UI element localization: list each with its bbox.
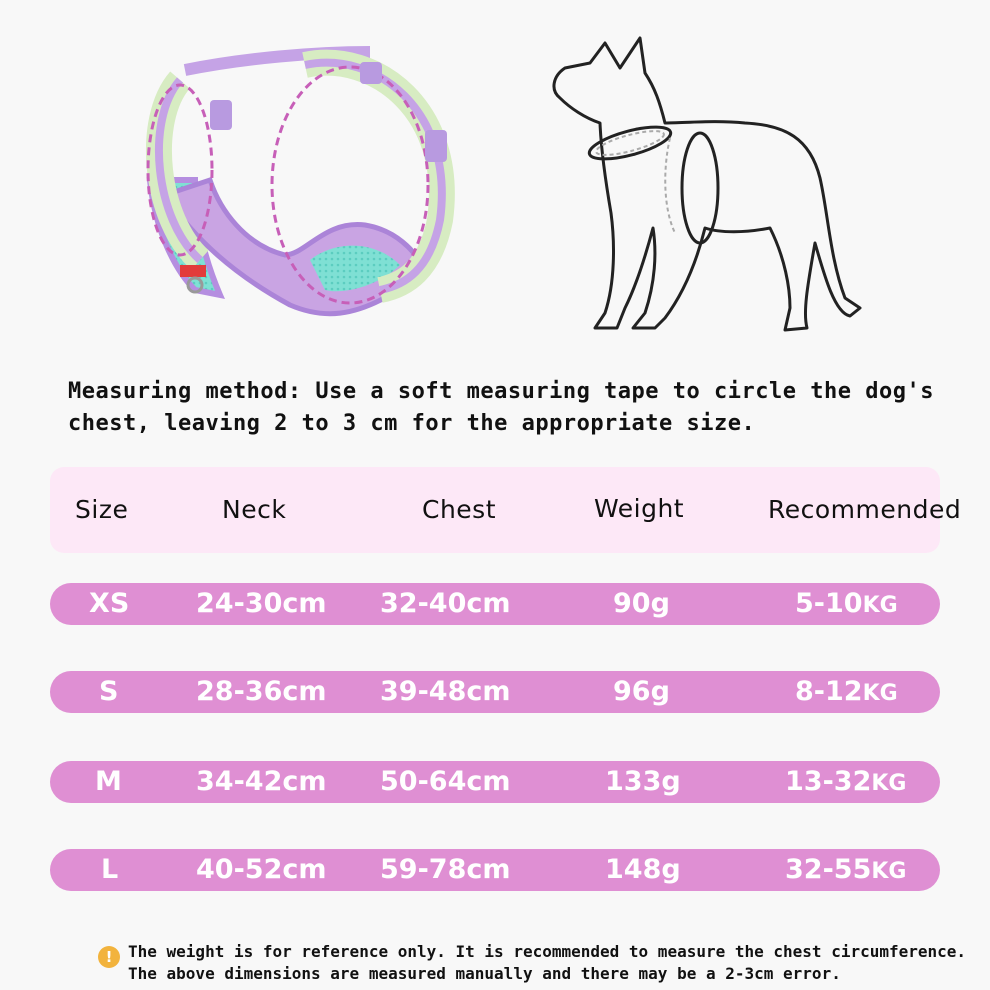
row-neck: 34-42cm	[196, 766, 327, 797]
footnote	[128, 941, 988, 985]
row-weight: 133g	[605, 766, 681, 797]
header-size: Size	[75, 495, 129, 524]
rec-value: 8-12	[795, 676, 863, 707]
rec-value: 13-32	[785, 766, 872, 797]
row-size: XS	[89, 588, 130, 619]
row-chest: 50-64cm	[380, 766, 511, 797]
row-weight: 96g	[613, 676, 670, 707]
row-size: S	[99, 676, 119, 707]
row-recommended	[785, 761, 906, 803]
header-chest: Chest	[422, 495, 497, 524]
row-neck: 24-30cm	[196, 588, 327, 619]
header-weight: Weight	[594, 494, 685, 523]
header-neck: Neck	[222, 495, 287, 524]
rec-unit: KG	[862, 681, 898, 706]
row-recommended	[785, 849, 906, 891]
row-weight: 148g	[605, 854, 681, 885]
table-row	[50, 761, 940, 803]
method-line-2: chest, leaving 2 to 3 cm for the appropriate size.	[68, 411, 756, 436]
table-row	[50, 849, 940, 891]
rec-value: 32-55	[785, 854, 872, 885]
table-row	[50, 671, 940, 713]
row-neck: 28-36cm	[196, 676, 327, 707]
rec-unit: KG	[871, 771, 907, 796]
row-recommended	[795, 583, 898, 625]
row-neck: 40-52cm	[196, 854, 327, 885]
harness-image	[125, 40, 475, 340]
footnote-line-2: The above dimensions are measured manually and there may be a 2-3cm error.	[128, 964, 841, 983]
row-size: M	[95, 766, 122, 797]
row-weight: 90g	[613, 588, 670, 619]
measuring-method-text	[68, 376, 948, 440]
warning-icon: !	[98, 946, 120, 968]
footnote-line-1: The weight is for reference only. It is recommended to measure the chest circumference.	[128, 942, 967, 961]
product-hero	[0, 0, 990, 360]
rec-unit: KG	[871, 859, 907, 884]
row-size: L	[101, 854, 119, 885]
header-recommended: Recommended	[768, 495, 962, 524]
row-chest: 59-78cm	[380, 854, 511, 885]
dog-measurement-diagram	[545, 28, 875, 348]
row-chest: 32-40cm	[380, 588, 511, 619]
table-row	[50, 583, 940, 625]
row-recommended	[795, 671, 898, 713]
size-table-header	[50, 467, 962, 553]
row-chest: 39-48cm	[380, 676, 511, 707]
rec-value: 5-10	[795, 588, 863, 619]
rec-unit: KG	[862, 593, 898, 618]
method-line-1: Measuring method: Use a soft measuring tape to circle the dog's	[68, 379, 934, 404]
